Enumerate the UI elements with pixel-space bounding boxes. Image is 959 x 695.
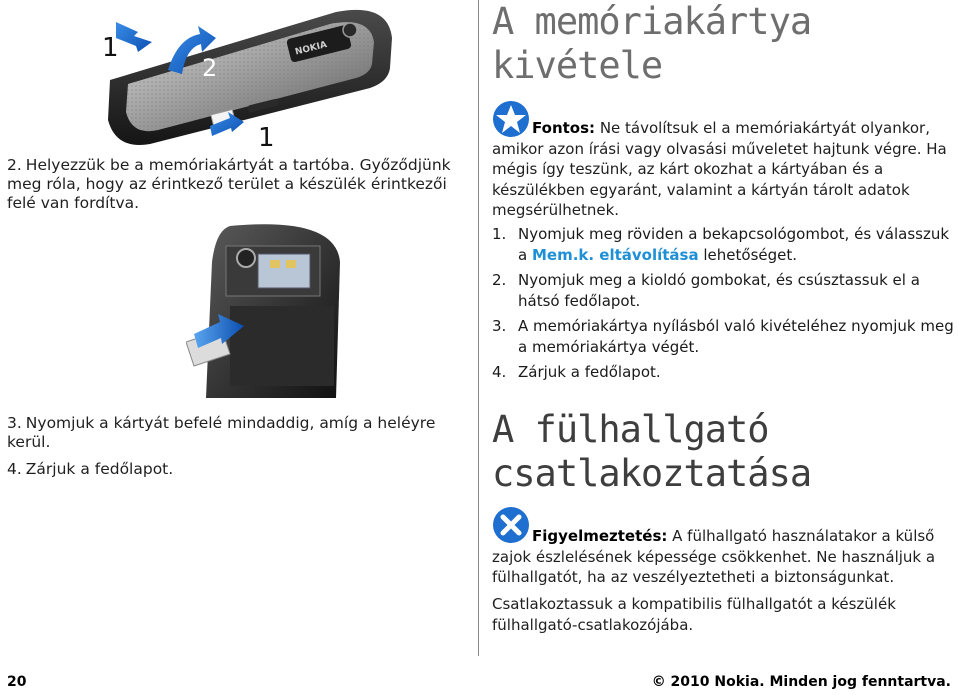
column-divider: [478, 0, 479, 656]
step-text: lehetőséget.: [698, 245, 798, 264]
title-line: kivétele: [492, 44, 663, 87]
title-line: csatlakoztatása: [492, 452, 812, 495]
title-line: A fülhallgató: [492, 408, 769, 451]
warning-x-icon: [492, 506, 532, 544]
copyright-notice: © 2010 Nokia. Minden jog fenntartva.: [651, 674, 951, 690]
step-number: 4.: [7, 460, 22, 478]
title-line: A memóriakártya: [492, 0, 812, 43]
left-column: [0, 0, 470, 670]
right-step-1: [492, 224, 954, 265]
right-step-4: [492, 362, 954, 383]
left-step-3: [7, 414, 447, 452]
step-number: 2.: [492, 271, 507, 289]
menu-option-link[interactable]: Mem.k. eltávolítása: [531, 245, 699, 264]
step-text: Nyomjuk meg röviden a bekapcsológombot, és válasszuk a: [518, 225, 950, 264]
star-important-icon: [492, 100, 532, 138]
warning-label: Figyelmeztetés:: [532, 527, 668, 545]
left-step-2: [7, 156, 467, 213]
memory-card-insert-illustration: [186, 222, 342, 398]
right-step-3: [492, 316, 954, 357]
step-number: 1.: [492, 225, 507, 243]
arrow-push-icon: [116, 22, 152, 52]
important-notice: [492, 100, 954, 221]
warning-notice: [492, 506, 954, 588]
warning-text: A fülhallgató használatakor a külső zajok észlelésének képessége csökkenhet. Ne használjuk a fülhallgatót, ha az veszélyeztetheti a biztonságunkat.: [492, 527, 936, 586]
left-step-4: [7, 460, 173, 479]
important-label: Fontos:: [532, 119, 596, 137]
right-column: [492, 0, 954, 670]
phone-back-cover-illustration: [98, 8, 398, 148]
step-text: Zárjuk a fedőlapot.: [518, 363, 661, 381]
connect-instruction: Csatlakoztassuk a kompatibilis fülhallgatót a készülék fülhallgató-csatlakozójába.: [492, 595, 896, 634]
figure-label: 2: [202, 54, 218, 82]
step-text: Nyomjuk meg a kioldó gombokat, és csúsztassuk el a hátsó fedőlapot.: [518, 271, 920, 310]
step-number: 3.: [492, 317, 507, 335]
step-text: A memóriakártya nyílásból való kivételéhez nyomjuk meg a memóriakártya végét.: [518, 317, 954, 356]
step-text: Nyomjuk a kártyát befelé mindaddig, amíg a heléyre kerül.: [7, 414, 436, 451]
section-title-remove-card: [492, 0, 811, 88]
figure-label: 1: [258, 123, 275, 148]
step-text: Zárjuk a fedőlapot.: [25, 460, 174, 478]
brand-logo: NOKIA: [294, 40, 329, 58]
step-number: 4.: [492, 363, 507, 381]
step-number: 2.: [7, 156, 22, 174]
page-number: 20: [7, 674, 27, 690]
figure-label: 1: [102, 33, 119, 63]
right-step-2: [492, 270, 954, 311]
section-title-headset: [492, 408, 811, 496]
step-text: Helyezzük be a memóriakártyát a tartóba. Győződjünk meg róla, hogy az érintkező terület a készülék érintkezői felé van fordítva.: [7, 156, 451, 212]
step-number: 3.: [7, 414, 22, 432]
important-text: Ne távolítsuk el a memóriakártyát olyankor, amikor azon írási vagy olvasási műveletet hajtunk végre. Ha mégis így teszünk, az kárt okozhat a kártyában és a készülékben egyaránt, valamint a kártyán tárolt adatok megsérülhetnek.: [492, 119, 947, 219]
